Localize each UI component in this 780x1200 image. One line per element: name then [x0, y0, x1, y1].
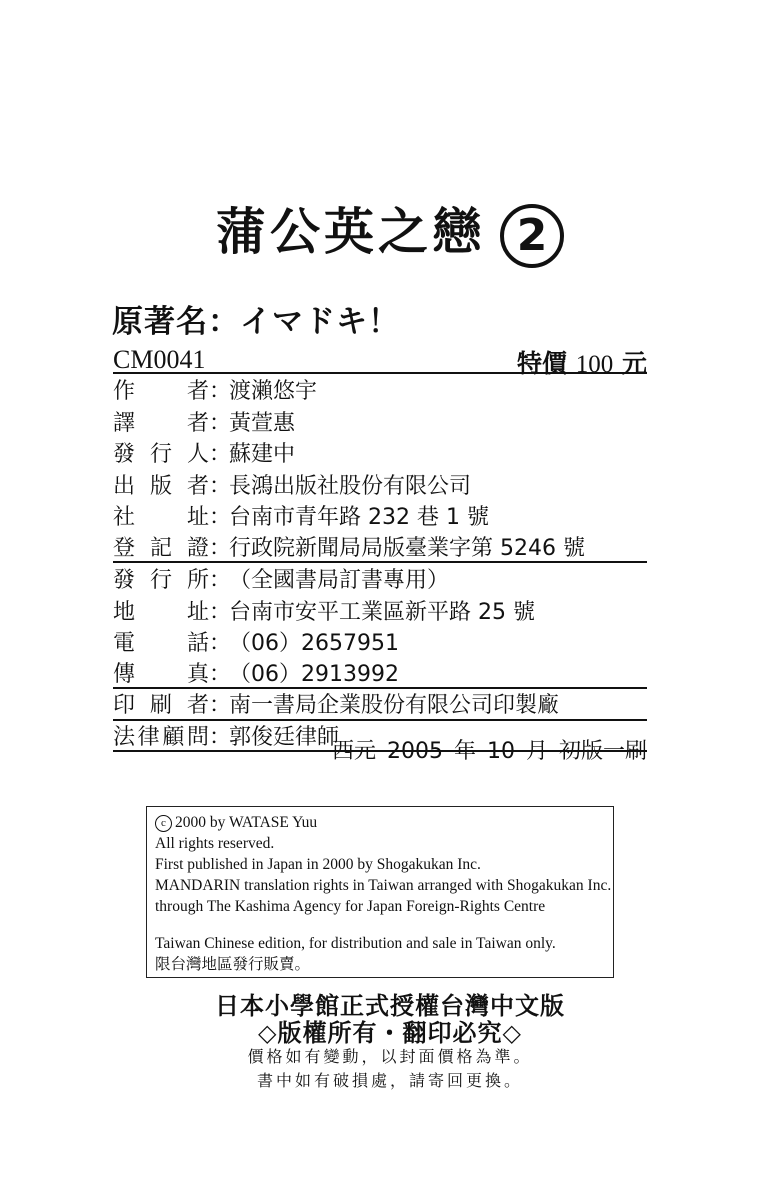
info-label-char: 者 — [186, 473, 209, 499]
price-unit: 元 — [621, 349, 647, 378]
info-value: 蘇建中 — [229, 442, 296, 468]
info-label-char: 者 — [186, 693, 209, 719]
info-label — [113, 688, 209, 719]
info-label — [113, 374, 209, 405]
info-label — [113, 406, 209, 437]
license-notice: 日本小學館正式授權台灣中文版 — [215, 992, 565, 1020]
damage-notice: 書中如有破損處，請寄回更換。 — [256, 1071, 523, 1090]
info-label-char: 登 — [113, 535, 136, 561]
info-label-char: 問 — [186, 724, 209, 750]
info-row — [113, 658, 647, 690]
info-value: 長鴻出版社股份有限公司 — [229, 473, 472, 499]
info-colon: ： — [209, 568, 232, 594]
info-row — [113, 437, 647, 469]
info-value: 行政院新聞局局版臺業字第 5246 號 — [229, 535, 585, 561]
copyright-line: through The Kashima Agency for Japan Foreign-Rights Centre — [155, 898, 546, 915]
price-change-notice: 價格如有變動，以封面價格為準。 — [247, 1047, 533, 1066]
info-label-char: 印 — [113, 693, 136, 719]
info-row — [113, 532, 647, 564]
info-row — [113, 595, 647, 627]
price-label: 特價 — [517, 349, 568, 378]
edition-date: 西元 2005 年 10 月 初版一刷 — [332, 739, 647, 764]
book-title-text: 蒲公英之戀 — [216, 203, 486, 261]
copyright-line: MANDARIN translation rights in Taiwan arranged with Shogakukan Inc. — [155, 877, 612, 894]
info-label-char: 行 — [149, 442, 172, 468]
info-label-char: 話 — [186, 631, 209, 657]
info-label-char: 電 — [113, 631, 136, 657]
info-label-char: 所 — [186, 568, 209, 594]
info-label-char: 譯 — [113, 410, 136, 436]
info-label-char: 出 — [113, 473, 136, 499]
info-label — [113, 657, 209, 688]
spacer — [155, 917, 605, 933]
volume-number-badge: 2 — [500, 204, 564, 268]
info-row — [113, 406, 647, 438]
info-value: 南一書局企業股份有限公司印製廠 — [229, 693, 560, 719]
info-colon: ： — [209, 473, 232, 499]
info-colon: ： — [209, 599, 232, 625]
copyright-box — [146, 806, 614, 978]
info-label — [113, 437, 209, 468]
info-label-char: 社 — [113, 505, 136, 531]
info-value: （全國書局訂書專用） — [229, 568, 450, 594]
info-label — [113, 500, 209, 531]
info-value: 郭俊廷律師 — [229, 724, 340, 750]
info-colon: ： — [209, 410, 232, 436]
info-colon: ： — [209, 693, 232, 719]
copyright-line: All rights reserved. — [155, 835, 275, 852]
info-label — [113, 720, 209, 751]
original-title: 原著名：イマドキ！ — [112, 304, 400, 340]
info-label-char: 址 — [186, 599, 209, 625]
info-label — [113, 563, 209, 594]
info-label-char: 發 — [113, 442, 136, 468]
info-label-char: 發 — [113, 568, 136, 594]
info-label-char: 地 — [113, 599, 136, 625]
copyright-line: c 2000 by WATASE Yuu — [155, 812, 605, 833]
info-value: 黃萱惠 — [229, 410, 296, 436]
info-colon: ： — [209, 724, 232, 750]
info-label-char: 記 — [149, 535, 172, 561]
info-label-char: 法 — [113, 724, 136, 750]
info-label-char: 律 — [137, 724, 160, 750]
info-value: 台南市青年路 232 巷 1 號 — [229, 505, 489, 531]
copyright-line: Taiwan Chinese edition, for distribution and sale in Taiwan only. — [155, 935, 556, 952]
info-row — [113, 563, 647, 595]
book-title — [0, 192, 780, 268]
info-value: （06）2913992 — [229, 661, 399, 687]
info-label — [113, 626, 209, 657]
publication-info-table — [113, 372, 647, 752]
info-label — [113, 595, 209, 626]
copyright-symbol-icon: c — [155, 815, 172, 832]
price-value: 100 — [575, 351, 614, 378]
info-label-char: 刷 — [149, 693, 172, 719]
info-label-char: 證 — [186, 535, 209, 561]
copyright-line: First published in Japan in 2000 by Shogakukan Inc. — [155, 856, 481, 873]
info-label-char: 址 — [186, 505, 209, 531]
info-colon: ： — [209, 535, 232, 561]
info-value: 渡瀨悠宇 — [229, 379, 318, 405]
info-label-char: 人 — [186, 442, 209, 468]
info-value: （06）2657951 — [229, 631, 399, 657]
info-row — [113, 374, 647, 406]
info-row — [113, 626, 647, 658]
info-label-char: 作 — [113, 379, 136, 405]
info-row — [113, 469, 647, 501]
info-label — [113, 469, 209, 500]
info-colon: ： — [209, 661, 232, 687]
info-row — [113, 500, 647, 532]
info-label-char: 真 — [186, 661, 209, 687]
copyright-line: 限台灣地區發行販賣。 — [155, 956, 311, 973]
info-label-char: 傳 — [113, 661, 136, 687]
info-label-char: 顧 — [162, 724, 185, 750]
catalog-code: CM0041 — [113, 345, 206, 374]
info-colon: ： — [209, 379, 232, 405]
info-row — [113, 689, 647, 721]
info-label — [113, 531, 209, 562]
info-label-char: 者 — [186, 379, 209, 405]
info-value: 台南市安平工業區新平路 25 號 — [229, 599, 535, 625]
info-colon: ： — [209, 505, 232, 531]
info-colon: ： — [209, 442, 232, 468]
info-colon: ： — [209, 631, 232, 657]
info-label-char: 者 — [186, 410, 209, 436]
info-label-char: 版 — [149, 473, 172, 499]
info-label-char: 行 — [149, 568, 172, 594]
rights-notice: ◇版權所有・翻印必究◇ — [258, 1019, 522, 1047]
